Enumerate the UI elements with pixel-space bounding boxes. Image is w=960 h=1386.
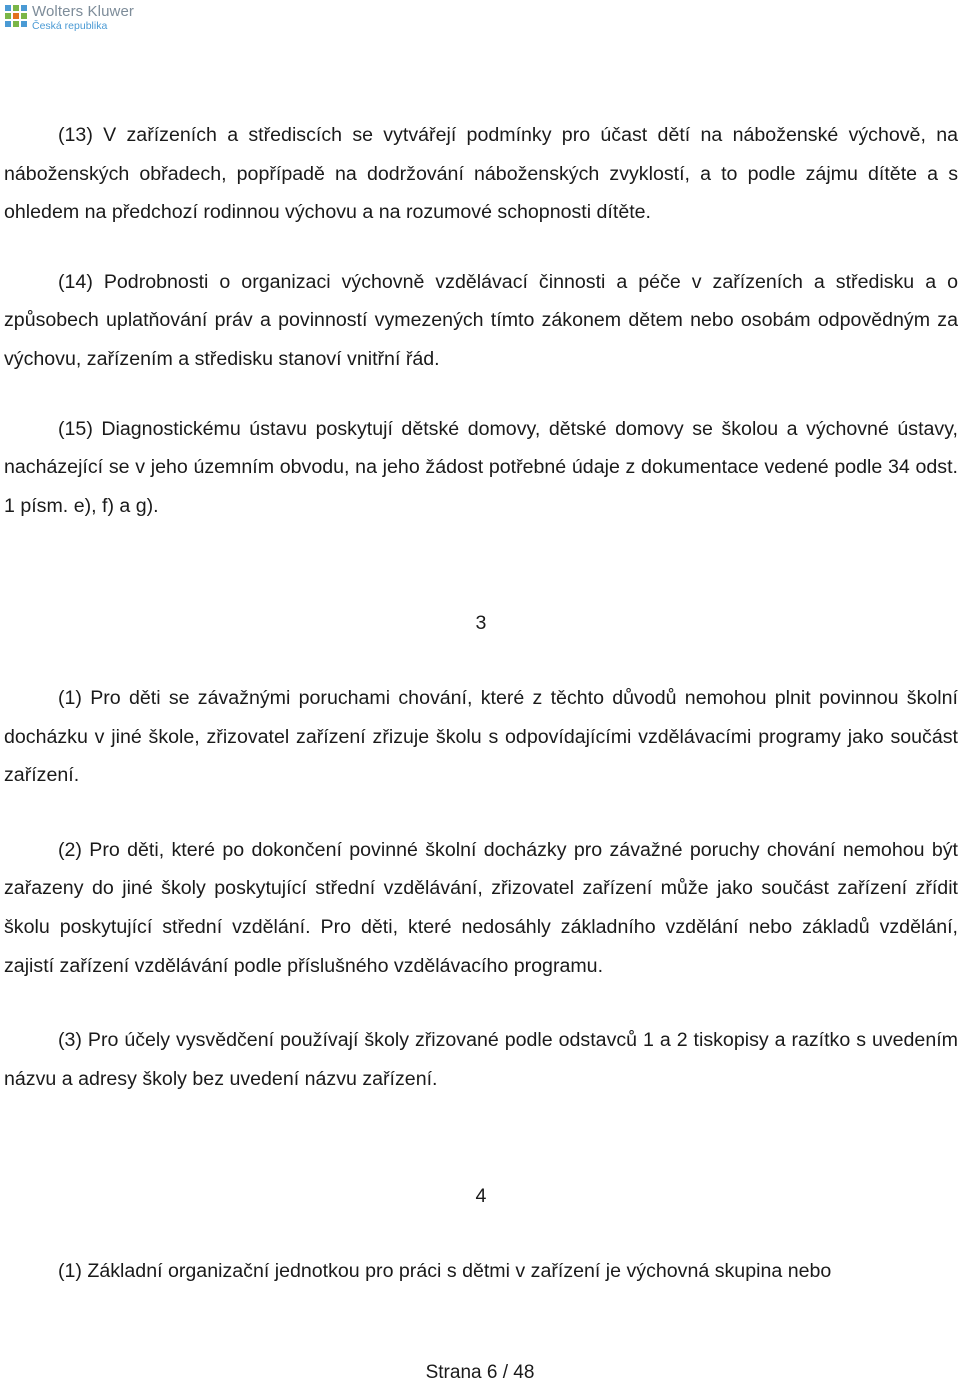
logo-name: Wolters Kluwer bbox=[32, 3, 134, 20]
logo-text bbox=[32, 4, 134, 32]
publisher-logo bbox=[4, 4, 134, 32]
document-body bbox=[4, 116, 958, 1290]
wolters-kluwer-logo-icon bbox=[4, 4, 28, 28]
paragraph-14: (14) Podrobnosti o organizaci výchovně vzdělávací činnosti a péče v zařízeních a středisku a o způsobech uplatňování práv a povinností vymezených tímto zákonem dětem nebo osobám odpovědným za výchovu, zařízením a středisku stanoví vnitřní řád. bbox=[4, 270, 958, 370]
section-heading-3: 3 bbox=[475, 612, 487, 635]
logo-subtitle: Česká republika bbox=[32, 20, 108, 32]
page-number: Strana 6 / 48 bbox=[425, 1362, 535, 1383]
paragraph-13: (13) V zařízeních a střediscích se vytvářejí podmínky pro účast dětí na náboženské výchově, na náboženských obřadech, popřípadě na dodržování náboženských zvyklostí, a to podle zájmu dítěte a s ohledem na předchozí rodinnou výchovu a na rozumové schopnosti dítěte. bbox=[4, 124, 958, 224]
section-heading-4: 4 bbox=[475, 1185, 487, 1208]
section-3-paragraph-2: (2) Pro děti, které po dokončení povinné školní docházky pro závažné poruchy chování nemohou být zařazeny do jiné školy poskytující střední vzdělávání, zřizovatel zařízení může jako součást zařízení zřídit školu poskytující střední vzdělání. Pro děti, které nedosáhly základního vzdělání nebo základů vzdělání, zajistí zařízení vzdělávání podle příslušného vzdělávacího programu. bbox=[4, 838, 958, 977]
section-3-paragraph-1: (1) Pro děti se závažnými poruchami chování, které z těchto důvodů nemohou plnit povinnou školní docházku v jiné škole, zřizovatel zařízení zřizuje školu s odpovídajícími vzdělávacími programy jako součást zařízení. bbox=[4, 686, 958, 787]
section-3-paragraph-3: (3) Pro účely vysvědčení používají školy zřizované podle odstavců 1 a 2 tiskopisy a razítko s uvedením názvu a adresy školy bez uvedení názvu zařízení. bbox=[4, 1029, 958, 1090]
paragraph-15: (15) Diagnostickému ústavu poskytují dětské domovy, dětské domovy se školou a výchovné ústavy, nacházející se v jeho územním obvodu, na jeho žádost potřebné údaje z dokumentace vedené podle 34 odst. 1 písm. e), f) a g). bbox=[4, 417, 958, 517]
section-4-paragraph-1: (1) Základní organizační jednotkou pro práci s dětmi v zařízení je výchovná skupina nebo bbox=[58, 1259, 832, 1282]
